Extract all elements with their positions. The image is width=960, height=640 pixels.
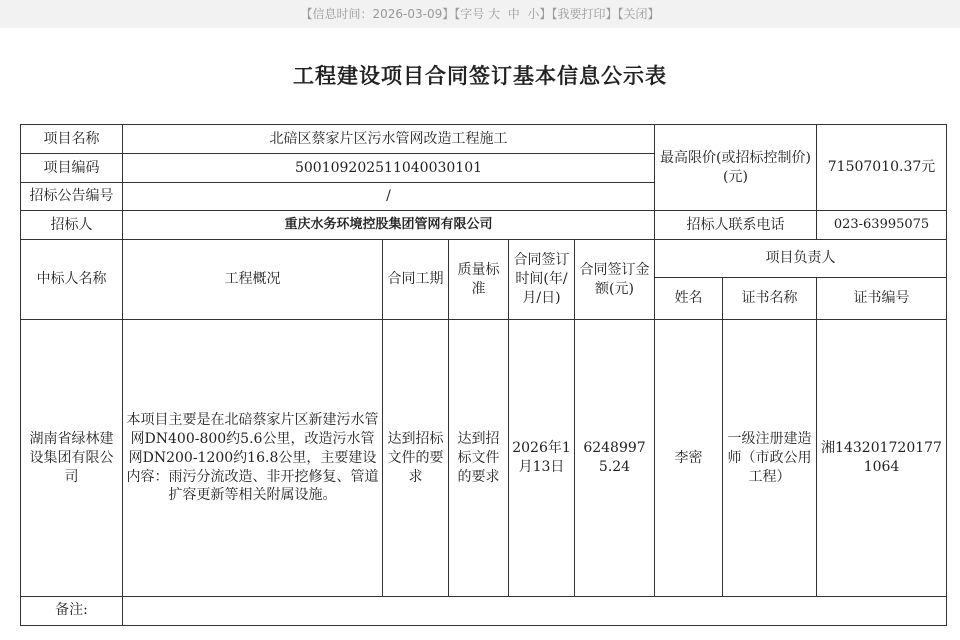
- leader-name-value: 李密: [655, 320, 723, 597]
- contract-info-table: [20, 124, 947, 626]
- contract-amount-label: 合同签订金额(元): [575, 240, 655, 320]
- close-link[interactable]: 【关闭】: [617, 7, 660, 21]
- contract-amount-value: 62489975.24: [575, 320, 655, 597]
- font-medium-link[interactable]: 中: [507, 7, 520, 21]
- overview-value: 本项目主要是在北碚蔡家片区新建污水管网DN400-800约5.6公里，改造污水管网DN200-1200约16.8公里，主要建设内容：雨污分流改造、非开挖修复、管道扩容更新等相关附属设施。: [123, 320, 383, 597]
- tender-notice-value: /: [123, 183, 655, 211]
- project-leader-label: 项目负责人: [655, 240, 947, 278]
- cert-name-label: 证书名称: [723, 278, 817, 320]
- cert-no-value: 湘1432017201771064: [817, 320, 947, 597]
- contract-period-label: 合同工期: [383, 240, 449, 320]
- tenderer-label: 招标人: [21, 211, 123, 240]
- leader-name-label: 姓名: [655, 278, 723, 320]
- project-name-label: 项目名称: [21, 125, 123, 154]
- sign-date-label: 合同签订时间(年/月/日): [509, 240, 575, 320]
- sign-date-value: 2026年1月13日: [509, 320, 575, 597]
- cert-name-value: 一级注册建造师（市政公用工程）: [723, 320, 817, 597]
- contract-period-value: 达到招标文件的要求: [383, 320, 449, 597]
- tenderer-value: 重庆水务环境控股集团管网有限公司: [123, 211, 655, 240]
- remarks-value: [123, 596, 947, 625]
- font-large-link[interactable]: 大: [488, 7, 501, 21]
- max-price-value: 71507010.37元: [817, 125, 947, 211]
- winner-name-value: 湖南省绿林建设集团有限公司: [21, 320, 123, 597]
- tenderer-phone-value: 023-63995075: [817, 211, 947, 240]
- overview-label: 工程概况: [123, 240, 383, 320]
- tender-notice-label: 招标公告编号: [21, 183, 123, 211]
- quality-standard-label: 质量标准: [449, 240, 509, 320]
- font-size-suffix: 】: [539, 7, 552, 21]
- project-code-value: 500109202511040030101: [123, 154, 655, 183]
- tenderer-phone-label: 招标人联系电话: [655, 211, 817, 240]
- font-size-prefix: 【字号: [454, 7, 489, 21]
- top-info-bar: [0, 0, 960, 28]
- font-small-link[interactable]: 小: [527, 7, 540, 21]
- max-price-label: 最高限价(或招标控制价)(元): [655, 125, 817, 211]
- info-time: 【信息时间：2026-03-09】: [300, 7, 455, 21]
- remarks-label: 备注:: [21, 596, 123, 625]
- project-name-value: 北碚区蔡家片区污水管网改造工程施工: [123, 125, 655, 154]
- page-title: 工程建设项目合同签订基本信息公示表: [293, 64, 667, 88]
- quality-standard-value: 达到招标文件的要求: [449, 320, 509, 597]
- cert-no-label: 证书编号: [817, 278, 947, 320]
- winner-name-label: 中标人名称: [21, 240, 123, 320]
- print-link[interactable]: 【我要打印】: [551, 7, 618, 21]
- project-code-label: 项目编码: [21, 154, 123, 183]
